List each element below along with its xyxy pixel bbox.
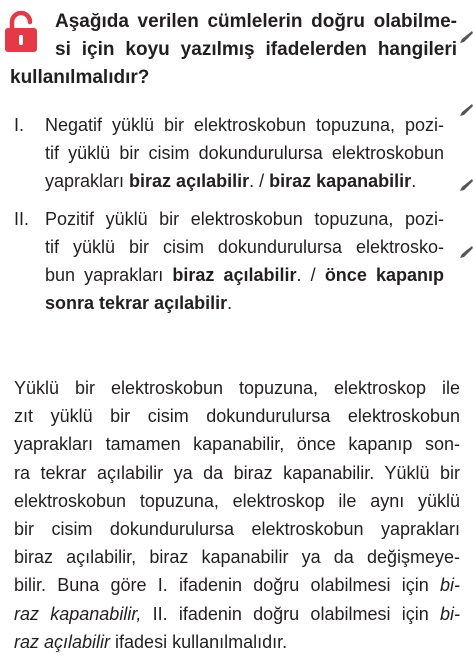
answer-line: bilir. Buna göre I. ifadenin doğru olabilmesi için bi- [14, 575, 460, 596]
answer-line: yaprakları tamamen kapanabilir, önce kapanıp son- [14, 434, 460, 455]
question-line: si için koyu yazılmış ifadelerden hangileri [55, 39, 457, 60]
statement-line: yaprakları biraz açılabilir. / biraz kapanabilir. [45, 171, 417, 191]
answer-line: raz açılabilir ifadesi kullanılmalıdır. [14, 631, 288, 652]
question-text [10, 8, 457, 92]
answer-line: zıt yüklü bir cisim dokundurulursa elektroskobun [14, 406, 460, 427]
pencil-icon [459, 30, 473, 44]
statement-line: sonra tekrar açılabilir. [45, 293, 233, 313]
option-bold: biraz açılabilir [129, 171, 250, 191]
statement-line: tif yüklü bir cisim dokundurulursa elektrosko- [45, 237, 444, 257]
option-bold: biraz açılabilir [172, 265, 297, 285]
statement-number: II. [14, 209, 30, 229]
statement-body [45, 205, 444, 317]
statement-number: I. [14, 115, 25, 135]
answer-line: biraz açılabilir, biraz kapanabilir ya da değişmeye- [14, 547, 460, 568]
option-bold: sonra tekrar açılabilir [45, 293, 228, 313]
answer-line: Yüklü bir elektroskobun topuzuna, elektroskop ile [14, 378, 460, 398]
statement-line: Pozitif yüklü bir elektroskobun topuzuna, pozi- [45, 209, 444, 229]
answer-line: elektroskobun topuzuna, elektroskop ile aynı yüklü [14, 490, 460, 511]
answer-explanation [14, 374, 460, 656]
option-bold: önce kapanıp [324, 265, 444, 285]
answer-line: ra tekrar açılabilir ya da biraz kapanabilir. Yüklü bir [14, 462, 460, 483]
pencil-icon [459, 178, 473, 192]
question-line: Aşağıda verilen cümlelerin doğru olabilme- [55, 11, 457, 32]
question-line: kullanılmalıdır? [10, 67, 150, 88]
answer-line: bir cisim dokundurulursa elektroskobun yaprakları [14, 519, 460, 540]
statement-line: tif yüklü bir cisim dokundurulursa elektroskobun [45, 143, 444, 163]
option-bold: biraz kapanabilir [269, 171, 412, 191]
statement-body [45, 111, 444, 195]
answer-line: raz kapanabilir, II. ifadenin doğru olabilmesi için bi- [14, 603, 460, 624]
statement-line: bun yaprakları biraz açılabilir. / önce kapanıp [45, 265, 444, 285]
pencil-icon [459, 103, 473, 117]
statement-line: Negatif yüklü bir elektroskobun topuzuna, pozi- [45, 115, 444, 135]
pencil-icon [459, 245, 473, 259]
